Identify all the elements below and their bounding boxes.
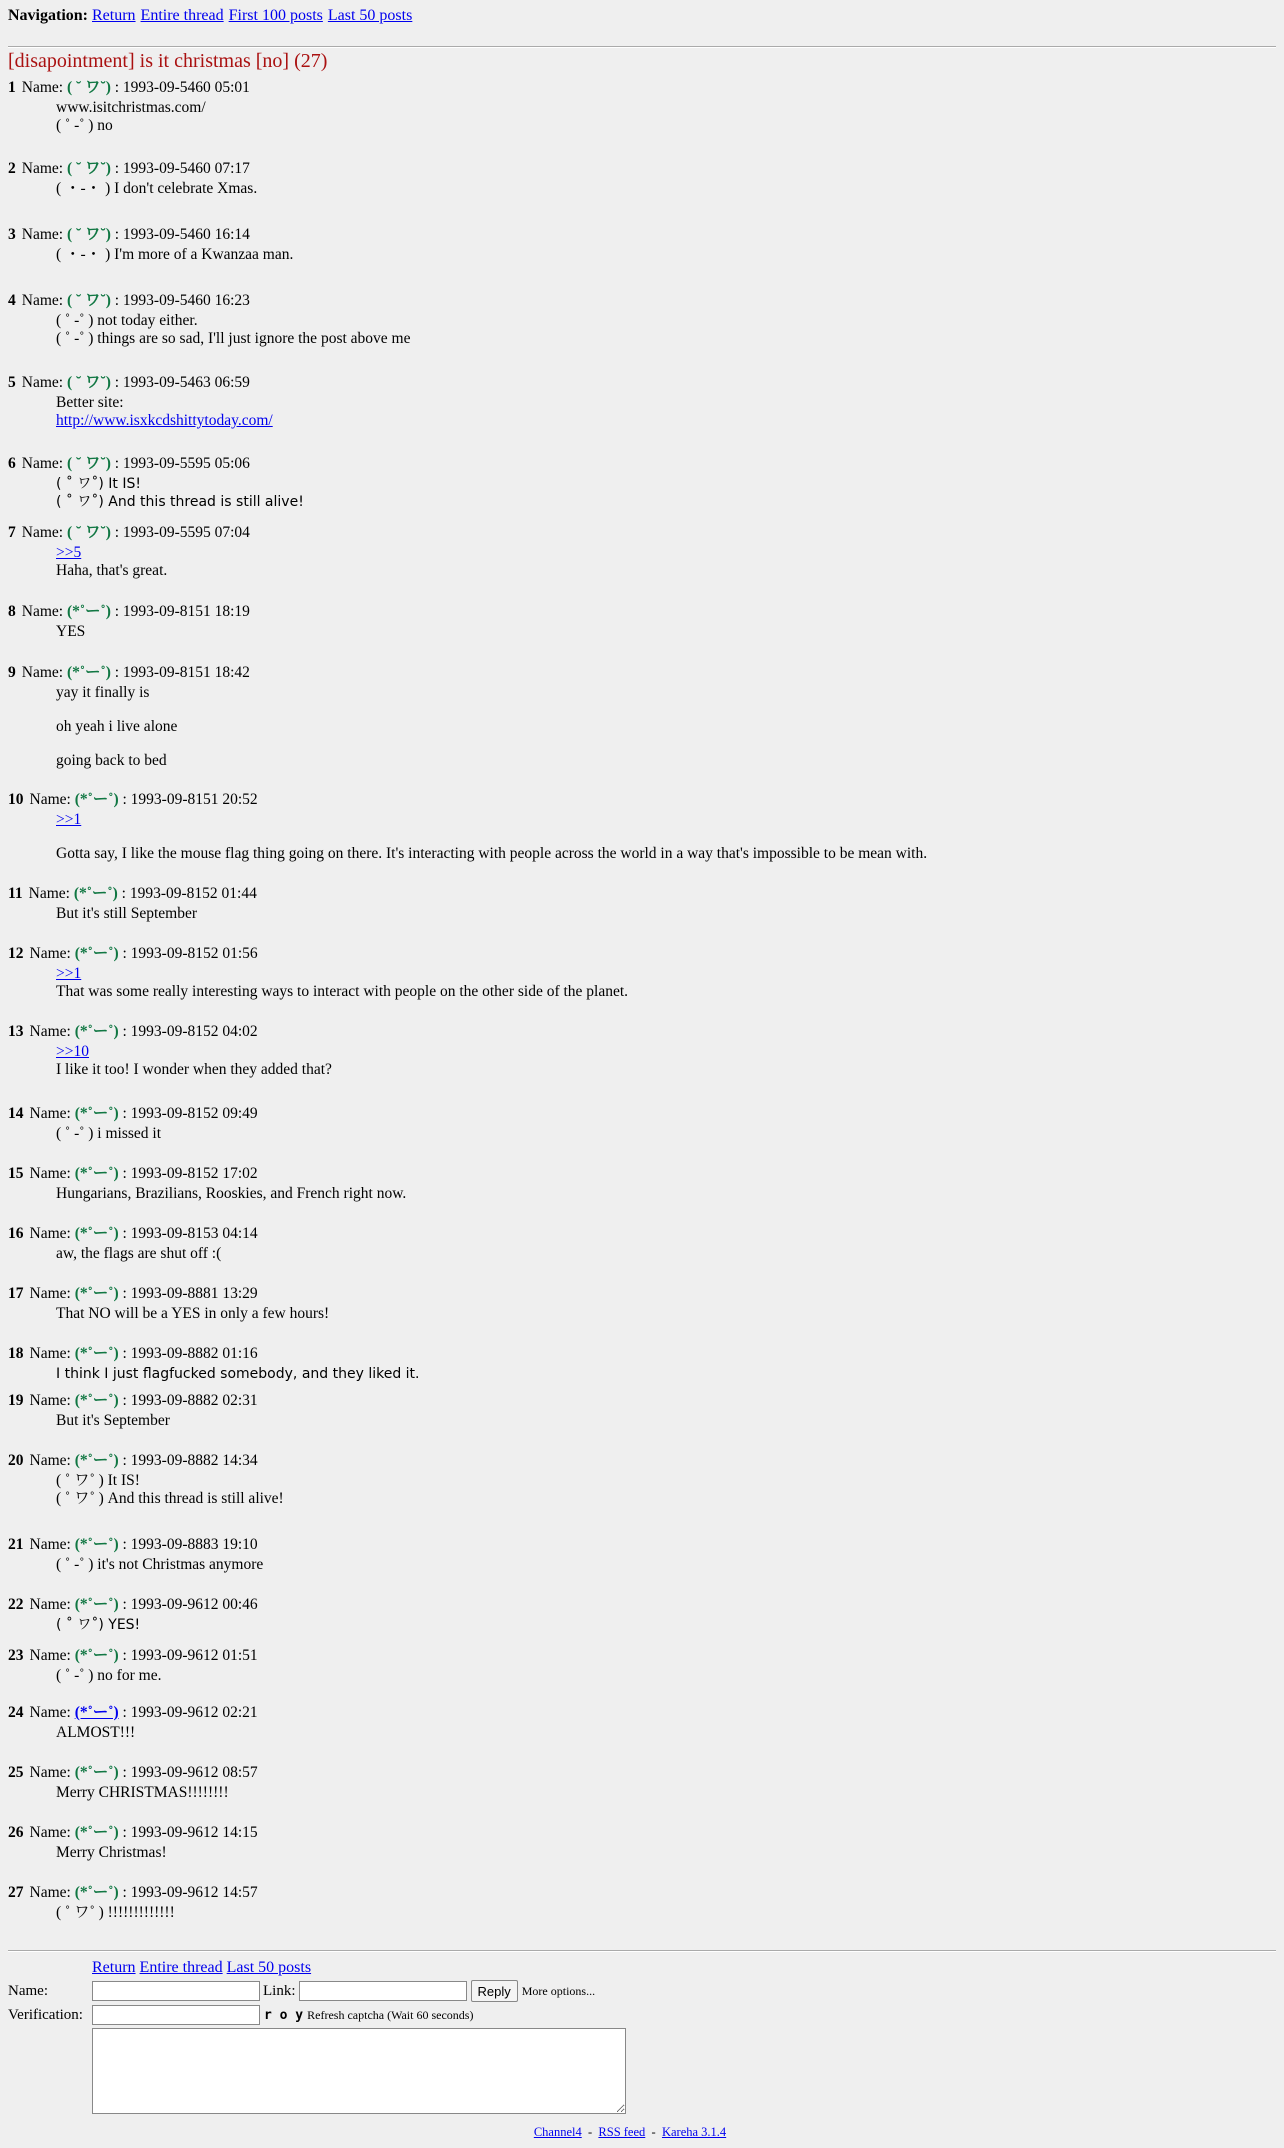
navigation-bar	[8, 6, 1276, 26]
post-text: ALMOST!!!	[56, 1724, 136, 1741]
post-text: But it's still September	[56, 905, 197, 922]
name-label: Name:	[29, 1704, 71, 1721]
post-header	[8, 1534, 263, 1556]
post-text: ( ˚ ワ˚ ) And this thread is still alive!	[56, 1490, 284, 1507]
post-header	[8, 1450, 284, 1472]
channel4-link[interactable]: Channel4	[533, 2125, 582, 2139]
post-number[interactable]: 15	[8, 1165, 24, 1182]
post-date: : 1993-09-8151 18:42	[114, 664, 250, 681]
post-header	[8, 1882, 258, 1904]
poster-name: (*˚ー˚)	[74, 1764, 119, 1781]
post	[8, 601, 250, 641]
reply-form	[8, 1959, 708, 2119]
post-header	[8, 372, 273, 394]
poster-name: (*˚ー˚)	[74, 1023, 119, 1040]
post	[8, 1702, 258, 1742]
name-label: Name:	[29, 1105, 71, 1122]
name-label: Name:	[8, 1982, 48, 1999]
post-header	[8, 453, 304, 475]
post-date: : 1993-09-9612 08:57	[122, 1764, 258, 1781]
name-label: Name:	[29, 1285, 71, 1302]
poster-name: (*˚ー˚)	[74, 1285, 119, 1302]
post	[8, 1103, 258, 1143]
post	[8, 1882, 258, 1922]
post-date: : 1993-09-5460 07:17	[114, 160, 250, 177]
post-text: Merry Christmas!	[56, 1844, 167, 1861]
name-label: Name:	[29, 1764, 71, 1781]
post-number[interactable]: 18	[8, 1345, 24, 1362]
post-text: ( ˚ -˚ ) no	[56, 117, 113, 134]
poster-name[interactable]: (*˚ー˚)	[74, 1704, 119, 1721]
post-number[interactable]: 23	[8, 1647, 24, 1664]
post-text: ( ˚ ワ˚) YES!	[56, 1617, 141, 1633]
poster-name: ( ˘ ワ˘)	[66, 160, 111, 177]
name-label: Name:	[29, 1023, 71, 1040]
post	[8, 522, 250, 580]
external-link[interactable]: http://www.isxkcdshittytoday.com/	[56, 412, 273, 429]
post-body	[56, 1844, 258, 1862]
post-date: : 1993-09-5463 06:59	[114, 374, 250, 391]
post	[8, 224, 293, 264]
post-header	[8, 1343, 419, 1365]
post	[8, 372, 273, 430]
name-label: Name:	[21, 455, 64, 472]
post-header	[8, 522, 250, 544]
post-date: : 1993-09-9612 14:15	[122, 1824, 258, 1841]
quote-link[interactable]: >>5	[56, 544, 82, 561]
post	[8, 1822, 258, 1862]
post-body	[56, 905, 257, 923]
post-date: : 1993-09-5595 07:04	[114, 524, 250, 541]
refresh-captcha-note[interactable]: Refresh captcha (Wait 60 seconds)	[307, 2007, 474, 2022]
name-label: Name:	[21, 664, 64, 681]
poster-name: (*˚ー˚)	[73, 885, 118, 902]
poster-name: (*˚ー˚)	[74, 1824, 119, 1841]
poster-name: (*˚ー˚)	[74, 945, 119, 962]
post-header	[8, 1103, 258, 1125]
separator: -	[651, 2125, 656, 2139]
post-number[interactable]: 19	[8, 1392, 24, 1409]
post-text: Better site:	[56, 394, 124, 411]
post-header	[8, 662, 250, 684]
post-number[interactable]: 26	[8, 1824, 24, 1841]
poster-name: (*˚ー˚)	[74, 1105, 119, 1122]
post-text: oh yeah i live alone	[56, 718, 178, 735]
post-header	[8, 1390, 258, 1412]
post-text: I think I just flagfucked somebody, and they liked it.	[56, 1366, 420, 1382]
post-date: : 1993-09-5460 16:23	[114, 292, 250, 309]
post-date: : 1993-09-9612 01:51	[122, 1647, 258, 1664]
post-header	[8, 1223, 258, 1245]
post-body	[56, 811, 927, 863]
post	[8, 290, 410, 348]
post-body	[56, 1305, 329, 1323]
post-number[interactable]: 5	[8, 374, 16, 391]
post-text: Haha, that's great.	[56, 562, 168, 579]
post-text: ( ˚ -˚ ) not today either.	[56, 312, 198, 329]
name-label: Name:	[29, 1452, 71, 1469]
poster-name: (*˚ー˚)	[74, 1165, 119, 1182]
name-label: Name:	[29, 945, 71, 962]
footer-return-link[interactable]: Return	[92, 1959, 136, 1976]
post-body	[56, 544, 250, 580]
post-header	[8, 943, 628, 965]
post-date: : 1993-09-8152 01:56	[122, 945, 258, 962]
post-text: But it's September	[56, 1412, 170, 1429]
rss-feed-link[interactable]: RSS feed	[598, 2125, 646, 2139]
name-label: Name:	[21, 292, 64, 309]
poster-name: ( ˘ ワ˘)	[66, 524, 111, 541]
post-body	[56, 394, 273, 430]
post-number[interactable]: 12	[8, 945, 24, 962]
post-number[interactable]: 25	[8, 1764, 24, 1781]
poster-name: (*˚ー˚)	[74, 791, 119, 808]
post-text: ( ˚ -˚ ) i missed it	[56, 1125, 162, 1142]
post-date: : 1993-09-5460 05:01	[114, 79, 250, 96]
post-text: ( ˚ ワ˚) It IS!	[56, 476, 141, 492]
post-text: www.isitchristmas.com/	[56, 99, 206, 116]
name-row	[8, 1980, 708, 2002]
post-text: YES	[56, 623, 86, 640]
post-body	[56, 965, 628, 1001]
post-body	[56, 1185, 406, 1203]
post-date: : 1993-09-9612 02:21	[122, 1704, 258, 1721]
post-number[interactable]: 17	[8, 1285, 24, 1302]
quote-link[interactable]: >>1	[56, 811, 82, 828]
post	[8, 1390, 258, 1430]
nav-first-100-link[interactable]: First 100 posts	[228, 7, 323, 24]
post	[8, 1223, 258, 1263]
post-body	[56, 475, 304, 511]
post-number[interactable]: 2	[8, 160, 16, 177]
post	[8, 1645, 258, 1685]
post-number[interactable]: 7	[8, 524, 16, 541]
post-header	[8, 1702, 258, 1724]
post-date: : 1993-09-8881 13:29	[122, 1285, 258, 1302]
name-label: Name:	[29, 1392, 71, 1409]
post	[8, 453, 304, 511]
post-body	[56, 1667, 258, 1685]
post-header	[8, 1594, 258, 1616]
post	[8, 1762, 258, 1802]
post-number[interactable]: 11	[8, 885, 23, 902]
post	[8, 1534, 263, 1574]
divider	[8, 1950, 1276, 1952]
post-text: going back to bed	[56, 752, 167, 769]
post-text: Gotta say, I like the mouse flag thing going on there. It's interacting with people across the world in a way that's impossible to be mean with.	[56, 845, 928, 862]
name-label: Name:	[29, 791, 71, 808]
post-date: : 1993-09-5460 16:14	[114, 226, 250, 243]
poster-name: (*˚ー˚)	[66, 603, 111, 620]
poster-name: (*˚ー˚)	[66, 664, 111, 681]
post-date: : 1993-09-9612 14:57	[122, 1884, 258, 1901]
post-body	[56, 1412, 258, 1430]
poster-name: (*˚ー˚)	[74, 1392, 119, 1409]
captcha-image[interactable]: r o y	[264, 2007, 304, 2023]
post-date: : 1993-09-8151 20:52	[122, 791, 258, 808]
post-header	[8, 158, 257, 180]
post-text: ( ˚ -˚ ) it's not Christmas anymore	[56, 1556, 264, 1573]
name-label: Name:	[29, 1647, 71, 1664]
post-text: Hungarians, Brazilians, Rooskies, and French right now.	[56, 1185, 407, 1202]
post-text: ( ˚ ワ˚ ) !!!!!!!!!!!!!	[56, 1904, 175, 1921]
post-body	[56, 1556, 263, 1574]
name-label: Name:	[28, 885, 70, 902]
post-text: ( ˚ -˚ ) no for me.	[56, 1667, 162, 1684]
name-label: Name:	[21, 160, 64, 177]
post-date: : 1993-09-9612 00:46	[122, 1596, 258, 1613]
post-header	[8, 1762, 258, 1784]
post-body	[56, 99, 250, 135]
post-body	[56, 684, 250, 770]
post-body	[56, 1904, 258, 1922]
verification-label: Verification:	[8, 2006, 83, 2023]
post-text: ( ˚ ワ˚) And this thread is still alive!	[56, 494, 304, 510]
post-number[interactable]: 6	[8, 455, 16, 472]
post-number[interactable]: 10	[8, 791, 24, 808]
post-header	[8, 224, 293, 246]
poster-name: (*˚ー˚)	[74, 1884, 119, 1901]
post-number[interactable]: 3	[8, 226, 16, 243]
footer-last-50-link[interactable]: Last 50 posts	[226, 1959, 312, 1976]
post-date: : 1993-09-8882 14:34	[122, 1452, 258, 1469]
post-text: aw, the flags are shut off :(	[56, 1245, 222, 1262]
post-header	[8, 290, 410, 312]
nav-last-50-link[interactable]: Last 50 posts	[327, 7, 413, 24]
post-header	[8, 1021, 332, 1043]
thread-title: [disapointment] is it christmas [no] (27)	[8, 50, 328, 72]
post	[8, 943, 628, 1001]
post-header	[8, 601, 250, 623]
post-body	[56, 623, 250, 641]
post	[8, 789, 927, 863]
nav-entire-thread-link[interactable]: Entire thread	[140, 7, 224, 24]
post	[8, 77, 250, 135]
post-number[interactable]: 22	[8, 1596, 24, 1613]
post-number[interactable]: 27	[8, 1884, 24, 1901]
post-body	[56, 1616, 258, 1634]
post-text: ( ・-・ ) I don't celebrate Xmas.	[56, 180, 258, 197]
post	[8, 662, 250, 770]
message-textarea[interactable]	[92, 2028, 626, 2114]
poster-name: (*˚ー˚)	[74, 1452, 119, 1469]
post-body	[56, 246, 293, 264]
post-text: ( ˚ -˚ ) things are so sad, I'll just ignore the post above me	[56, 330, 411, 347]
post-date: : 1993-09-8152 04:02	[122, 1023, 258, 1040]
post-text: yay it finally is	[56, 684, 150, 701]
post-body	[56, 1724, 258, 1742]
poster-name: ( ˘ ワ˘)	[66, 292, 111, 309]
site-footer-links	[0, 2125, 1284, 2140]
post	[8, 158, 257, 198]
post-date: : 1993-09-8153 04:14	[122, 1225, 258, 1242]
name-label: Name:	[29, 1225, 71, 1242]
post-body	[56, 312, 410, 348]
name-label: Name:	[29, 1596, 71, 1613]
kareha-version-link[interactable]: Kareha 3.1.4	[661, 2125, 727, 2139]
post-date: : 1993-09-8151 18:19	[114, 603, 250, 620]
post-date: : 1993-09-8882 02:31	[122, 1392, 258, 1409]
post-number[interactable]: 16	[8, 1225, 24, 1242]
name-label: Name:	[29, 1165, 71, 1182]
post-number[interactable]: 14	[8, 1105, 24, 1122]
name-label: Name:	[21, 79, 64, 96]
footer-entire-thread-link[interactable]: Entire thread	[139, 1959, 223, 1976]
name-label: Name:	[29, 1824, 71, 1841]
reply-button[interactable]: Reply	[471, 1980, 518, 2002]
post-number[interactable]: 8	[8, 603, 16, 620]
post	[8, 1450, 284, 1508]
post-header	[8, 1822, 258, 1844]
poster-name: ( ˘ ワ˘)	[66, 455, 111, 472]
post-number[interactable]: 4	[8, 292, 16, 309]
post-text: ( ˚ ワ˚ ) It IS!	[56, 1472, 140, 1489]
quote-link[interactable]: >>10	[56, 1043, 89, 1060]
poster-name: (*˚ー˚)	[74, 1647, 119, 1664]
post-body	[56, 1472, 284, 1508]
post-date: : 1993-09-5595 05:06	[114, 455, 250, 472]
link-input[interactable]	[299, 1981, 467, 2001]
separator: -	[587, 2125, 593, 2139]
post-date: : 1993-09-8883 19:10	[122, 1536, 258, 1553]
post-date: : 1993-09-8152 17:02	[122, 1165, 258, 1182]
post-date: : 1993-09-8882 01:16	[122, 1345, 258, 1362]
divider	[8, 46, 1276, 48]
post-header	[8, 1645, 258, 1667]
post-body	[56, 1043, 332, 1079]
post-header	[8, 77, 250, 99]
post-body	[56, 1365, 419, 1383]
name-label: Name:	[21, 524, 64, 541]
name-label: Name:	[29, 1536, 71, 1553]
post-header	[8, 789, 927, 811]
post-body	[56, 1125, 258, 1143]
post	[8, 1594, 258, 1634]
verification-row	[8, 2005, 708, 2025]
name-input[interactable]	[92, 1981, 260, 2001]
post	[8, 1283, 329, 1323]
post	[8, 1163, 406, 1203]
nav-return-link[interactable]: Return	[92, 7, 136, 24]
poster-name: (*˚ー˚)	[74, 1345, 119, 1362]
post-number[interactable]: 9	[8, 664, 16, 681]
link-label: Link:	[263, 1982, 296, 1999]
post-body	[56, 180, 257, 198]
more-options-link[interactable]: More options...	[521, 1983, 596, 1998]
post-text: Merry CHRISTMAS!!!!!!!!	[56, 1784, 229, 1801]
post-header	[8, 1283, 329, 1305]
post	[8, 1021, 332, 1079]
poster-name: (*˚ー˚)	[74, 1225, 119, 1242]
post	[8, 1343, 419, 1383]
post-number[interactable]: 20	[8, 1452, 24, 1469]
poster-name: ( ˘ ワ˘)	[66, 374, 111, 391]
post-body	[56, 1784, 258, 1802]
name-label: Name:	[29, 1345, 71, 1362]
post-number[interactable]: 24	[8, 1704, 24, 1721]
footer-navigation	[92, 1959, 708, 1977]
post-text: ( ・-・ ) I'm more of a Kwanzaa man.	[56, 246, 294, 263]
captcha-input[interactable]	[92, 2005, 260, 2025]
poster-name: (*˚ー˚)	[74, 1536, 119, 1553]
name-label: Name:	[29, 1884, 71, 1901]
poster-name: ( ˘ ワ˘)	[66, 79, 111, 96]
post-header	[8, 883, 257, 905]
poster-name: ( ˘ ワ˘)	[66, 226, 111, 243]
post-text: That was some really interesting ways to interact with people on the other side of the planet.	[56, 983, 629, 1000]
name-label: Name:	[21, 226, 64, 243]
post-date: : 1993-09-8152 09:49	[122, 1105, 258, 1122]
post-number[interactable]: 1	[8, 79, 16, 96]
post-text: I like it too! I wonder when they added that?	[56, 1061, 332, 1078]
post-number[interactable]: 21	[8, 1536, 24, 1553]
name-label: Name:	[21, 374, 64, 391]
post	[8, 883, 257, 923]
quote-link[interactable]: >>1	[56, 965, 82, 982]
post-header	[8, 1163, 406, 1185]
post-text: That NO will be a YES in only a few hours!	[56, 1305, 330, 1322]
navigation-label: Navigation:	[8, 7, 88, 24]
post-number[interactable]: 13	[8, 1023, 24, 1040]
post-body	[56, 1245, 258, 1263]
poster-name: (*˚ー˚)	[74, 1596, 119, 1613]
post-date: : 1993-09-8152 01:44	[121, 885, 257, 902]
name-label: Name:	[21, 603, 64, 620]
